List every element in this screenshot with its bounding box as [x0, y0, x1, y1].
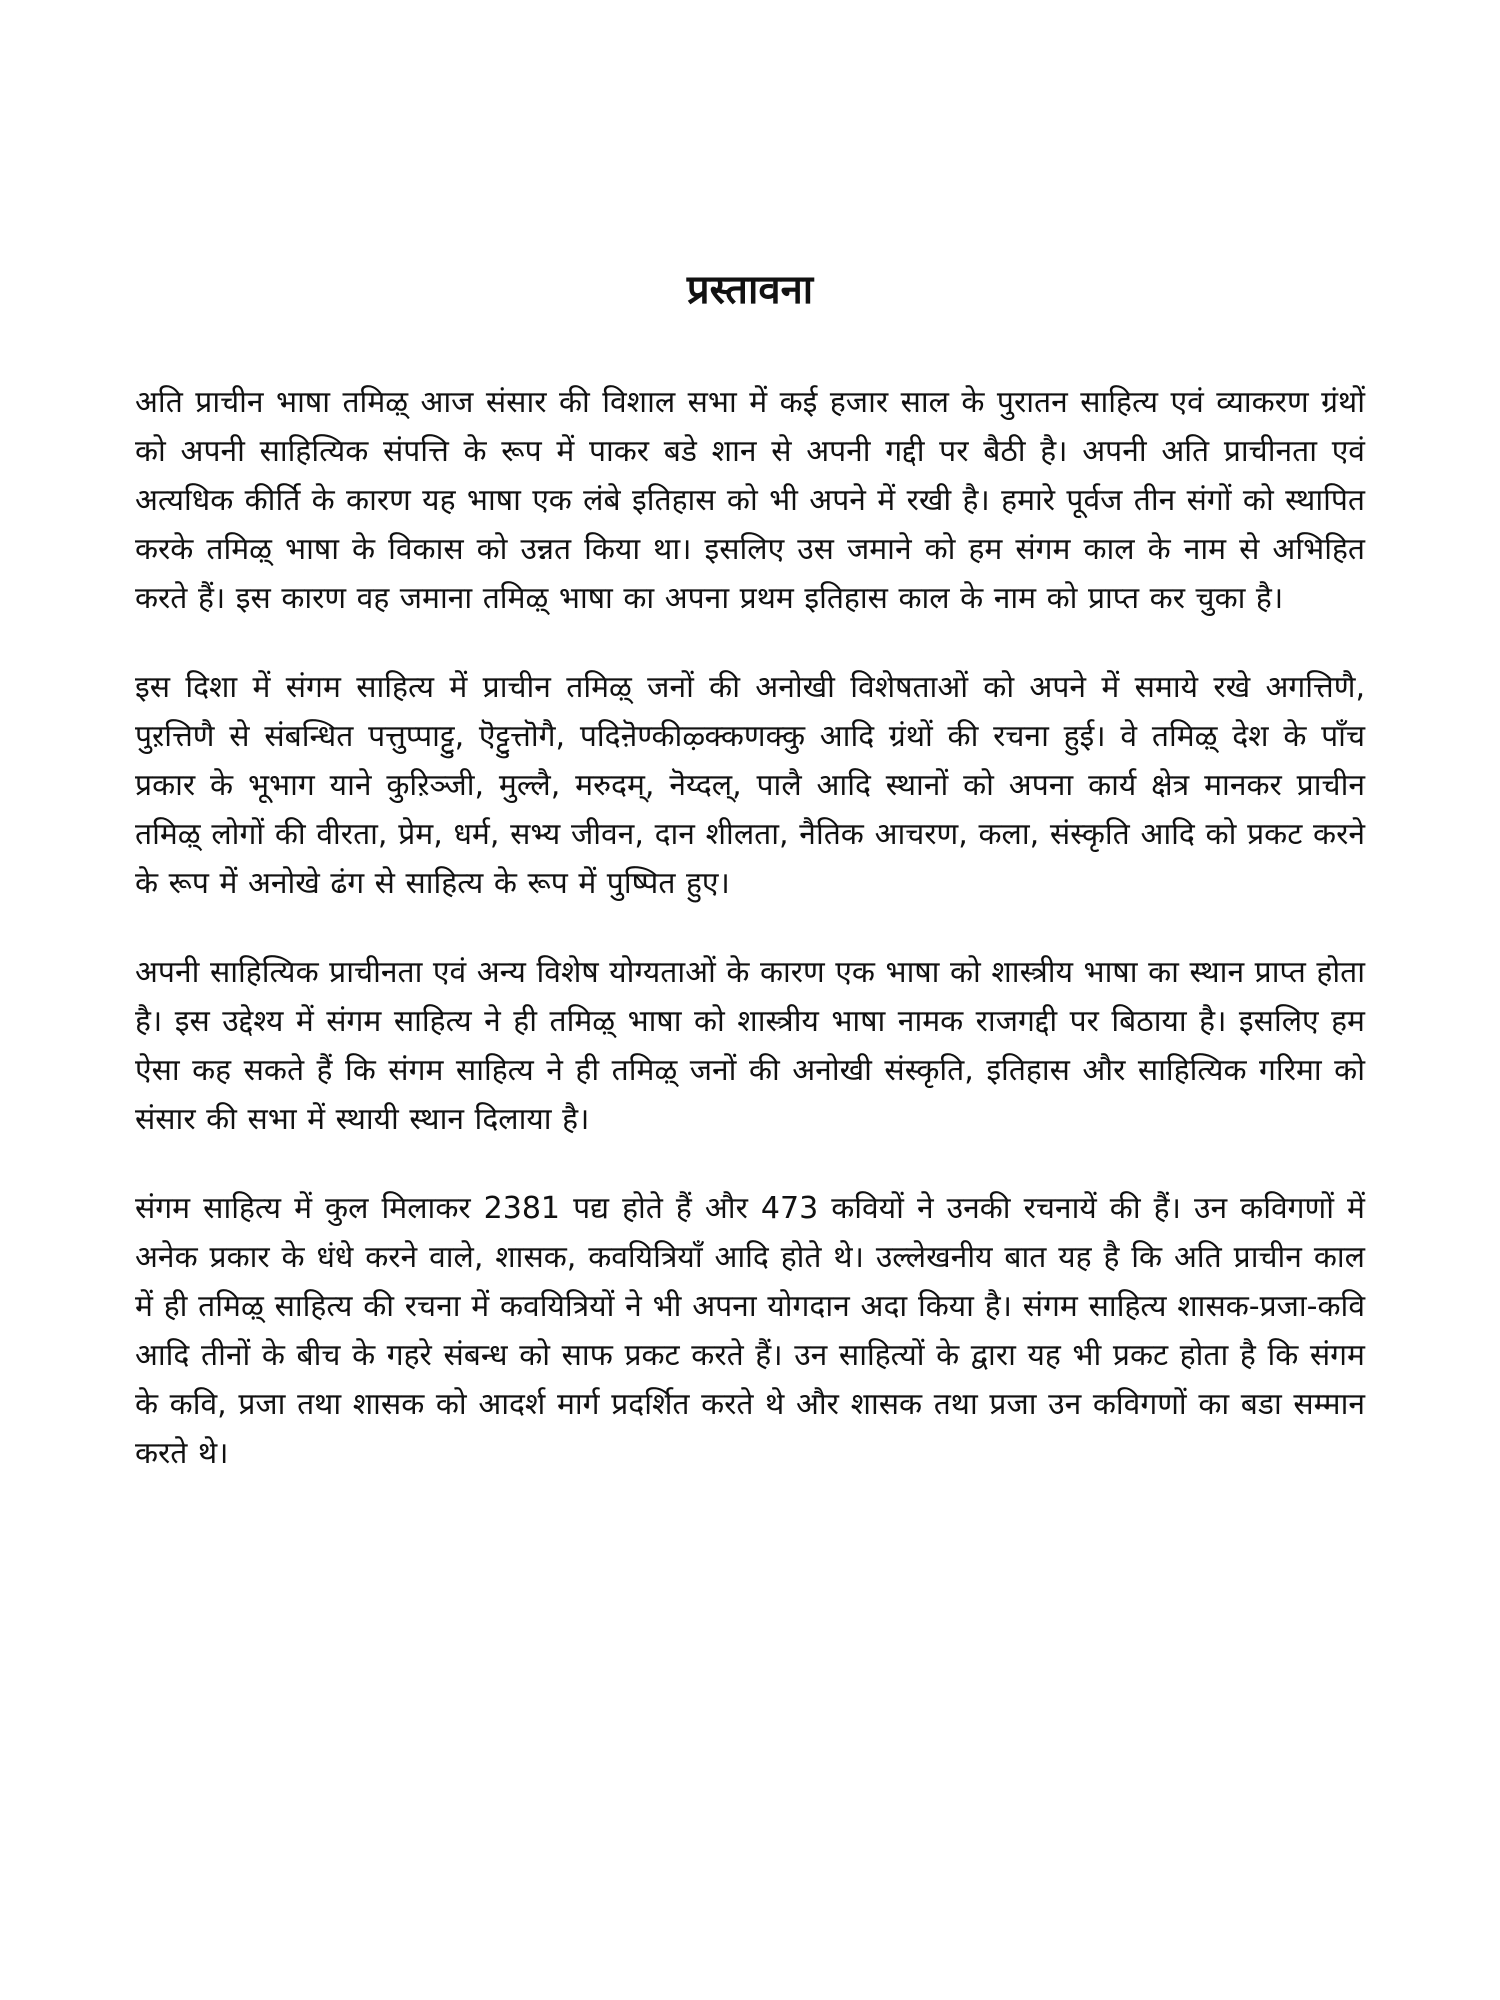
paragraph-1: अति प्राचीन भाषा तमिऴ् आज संसार की विशाल सभा में कई हजार साल के पुरातन साहित्य एवं व्याकरण ग्रंथों को अपनी साहित्यिक संपत्ति के रूप में पाकर बडे शान से अपनी गद्दी पर बैठी है। अपनी अति प्राचीनता एवं अत्यधिक कीर्ति के कारण यह भाषा एक लंबे इतिहास को भी अपने में रखी है। हमारे पूर्वज तीन संगों को स्थापित करके तमिऴ् भाषा के विकास को उन्नत किया था। इसलिए उस जमाने को हम संगम काल के नाम से अभिहित करते हैं। इस कारण वह जमाना तमिऴ् भाषा का अपना प्रथम इतिहास काल के नाम को प्राप्त कर चुका है। — [135, 385, 1365, 616]
page-title: प्रस्तावना — [686, 267, 814, 313]
document-body — [135, 378, 1365, 1518]
paragraph-2: इस दिशा में संगम साहित्य में प्राचीन तमिऴ् जनों की अनोखी विशेषताओं को अपने में समाये रखे अगत्तिणै, पुऱत्तिणै से संबन्धित पत्तुप्पाट्टु, ऎट्टुत्तॊगै, पदिऩॆण्कीऴ्क्कणक्कु आदि ग्रंथों की रचना हुई। वे तमिऴ् देश के पाँच प्रकार के भूभाग याने कुऱिञ्जी, मुल्लै, मरुदम्, नॆय्दल्, पालै आदि स्थानों को अपना कार्य क्षेत्र मानकर प्राचीन तमिऴ् लोगों की वीरता, प्रेम, धर्म, सभ्य जीवन, दान शीलता, नैतिक आचरण, कला, संस्कृति आदि को प्रकट करने के रूप में अनोखे ढंग से साहित्य के रूप में पुष्पित हुए। — [135, 670, 1365, 901]
paragraph-3: अपनी साहित्यिक प्राचीनता एवं अन्य विशेष योग्यताओं के कारण एक भाषा को शास्त्रीय भाषा का स्थान प्राप्त होता है। इस उद्देश्य में संगम साहित्य ने ही तमिऴ् भाषा को शास्त्रीय भाषा नामक राजगद्दी पर बिठाया है। इसलिए हम ऐसा कह सकते हैं कि संगम साहित्य ने ही तमिऴ् जनों की अनोखी संस्कृति, इतिहास और साहित्यिक गरिमा को संसार की सभा में स्थायी स्थान दिलाया है। — [135, 955, 1365, 1137]
paragraph-4: संगम साहित्य में कुल मिलाकर 2381 पद्य होते हैं और 473 कवियों ने उनकी रचनायें की हैं। उन कविगणों में अनेक प्रकार के धंधे करने वाले, शासक, कवयित्रियाँ आदि होते थे। उल्लेखनीय बात यह है कि अति प्राचीन काल में ही तमिऴ् साहित्य की रचना में कवयित्रियों ने भी अपना योगदान अदा किया है। संगम साहित्य शासक-प्रजा-कवि आदि तीनों के बीच के गहरे संबन्ध को साफ प्रकट करते हैं। उन साहित्यों के द्वारा यह भी प्रकट होता है कि संगम के कवि, प्रजा तथा शासक को आदर्श मार्ग प्रदर्शित करते थे और शासक तथा प्रजा उन कविगणों का बडा सम्मान करते थे। — [135, 1191, 1365, 1471]
